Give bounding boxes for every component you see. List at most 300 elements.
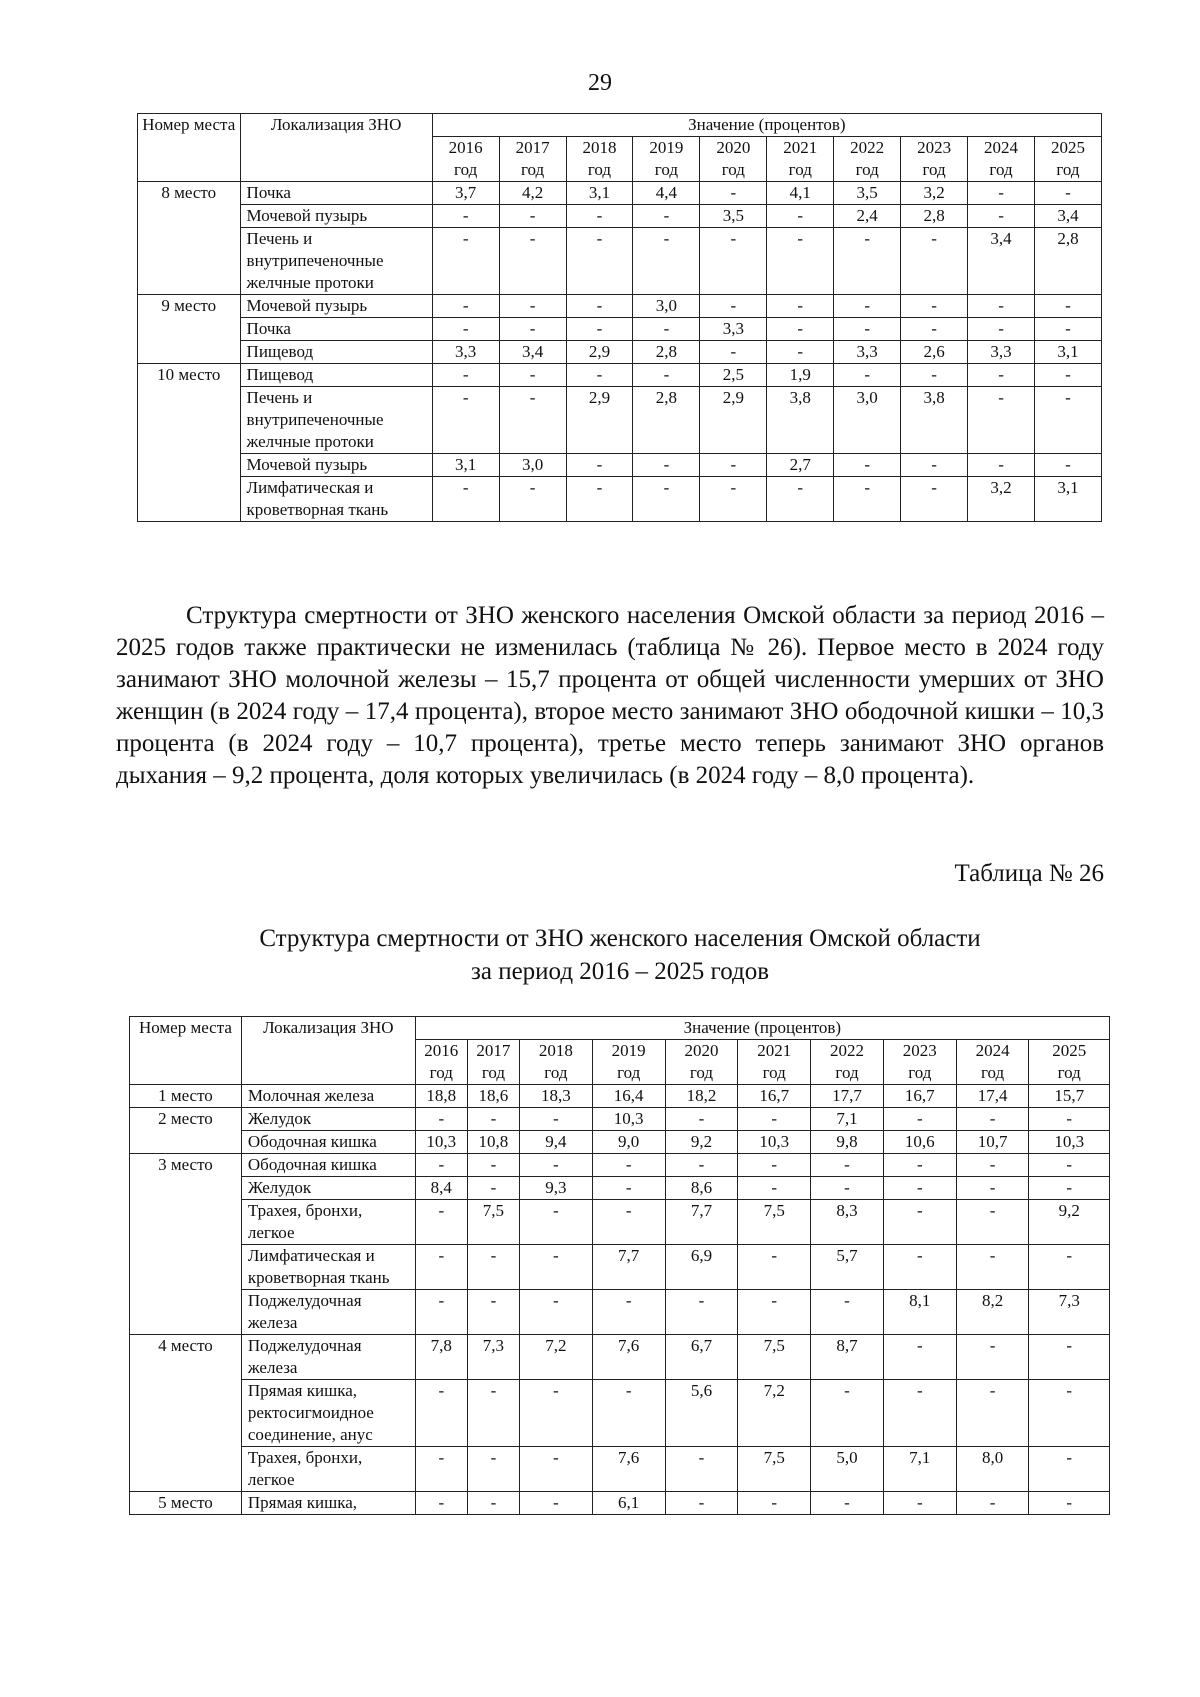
value-cell: 2,4 [834, 205, 901, 228]
value-cell: - [968, 364, 1035, 387]
value-cell: - [834, 454, 901, 477]
value-cell: - [415, 1200, 467, 1245]
body-paragraph: Структура смертности от ЗНО женского населения Омской области за период 2016 – 2025 годов также практически не изменилась (таблица № 26). Первое место в 2024 году занимают ЗНО молочной железы – 15,7 процента от общей численности умерших от ЗНО женщин (в 2024 году – 17,4 процента), второе место занимают ЗНО ободочной кишки – 10,3 процента (в 2024 году – 10,7 процента), третье место теперь занимают ЗНО органов дыхания – 9,2 процента, доля которых увеличилась (в 2024 году – 8,0 процента). [116, 602, 1104, 789]
value-cell: 18,6 [467, 1085, 519, 1108]
value-cell: - [633, 364, 700, 387]
value-cell: - [700, 228, 767, 295]
place-cell: 2 место [130, 1108, 242, 1154]
value-cell: - [738, 1154, 811, 1177]
value-cell: - [1034, 364, 1101, 387]
year-unit: год [855, 160, 879, 179]
value-cell: 3,0 [834, 387, 901, 454]
table-row [130, 1108, 1110, 1131]
value-cell: 3,3 [834, 341, 901, 364]
localization-cell: Мочевой пузырь [240, 295, 432, 318]
value-cell: - [633, 228, 700, 295]
value-cell: - [767, 318, 834, 341]
header-localization: Локализация ЗНО [241, 1017, 415, 1085]
value-cell: - [415, 1245, 467, 1290]
year-number: 2018 [582, 138, 617, 157]
value-cell: - [499, 228, 566, 295]
year-number: 2018 [538, 1041, 573, 1060]
year-number: 2020 [716, 138, 751, 157]
value-cell: - [811, 1492, 884, 1515]
value-cell: - [415, 1492, 467, 1515]
value-cell: - [883, 1108, 956, 1131]
localization-cell: Трахея, бронхи, легкое [241, 1200, 415, 1245]
value-cell: - [415, 1447, 467, 1492]
localization-cell: Печень и внутрипеченочные желчные протоки [240, 387, 432, 454]
table-row [138, 295, 1102, 318]
value-cell: 10,3 [738, 1131, 811, 1154]
value-cell: - [883, 1335, 956, 1380]
value-cell: - [883, 1492, 956, 1515]
value-cell: - [834, 318, 901, 341]
value-cell: 18,8 [415, 1085, 467, 1108]
value-cell: - [467, 1245, 519, 1290]
table-row [130, 1085, 1110, 1108]
value-cell: - [738, 1492, 811, 1515]
value-cell: 3,5 [700, 205, 767, 228]
header-year [968, 137, 1035, 182]
year-number: 2016 [448, 138, 483, 157]
value-cell: 1,9 [767, 364, 834, 387]
table-row [138, 228, 1102, 295]
localization-cell: Мочевой пузырь [240, 454, 432, 477]
value-cell: 7,2 [520, 1335, 593, 1380]
value-cell: 3,8 [901, 387, 968, 454]
value-cell: 7,6 [592, 1335, 665, 1380]
value-cell: - [1029, 1154, 1110, 1177]
value-cell: - [432, 318, 499, 341]
value-cell: 9,8 [811, 1131, 884, 1154]
value-cell: 3,2 [901, 182, 968, 205]
value-cell: 9,2 [1029, 1200, 1110, 1245]
value-cell: 8,4 [415, 1177, 467, 1200]
table-row [138, 477, 1102, 522]
year-number: 2019 [611, 1041, 646, 1060]
localization-cell: Желудок [241, 1108, 415, 1131]
value-cell: - [520, 1154, 593, 1177]
header-year [1034, 137, 1101, 182]
localization-cell: Лимфатическая и кроветворная ткань [240, 477, 432, 522]
table-header [138, 114, 1102, 182]
value-cell: - [467, 1108, 519, 1131]
value-cell: 4,1 [767, 182, 834, 205]
value-cell: 3,2 [968, 477, 1035, 522]
table-row [138, 182, 1102, 205]
table-26 [129, 1016, 1110, 1515]
year-unit: год [520, 160, 545, 179]
year-unit: год [908, 1063, 932, 1082]
table-row [138, 364, 1102, 387]
value-cell: - [432, 387, 499, 454]
value-cell: 8,3 [811, 1200, 884, 1245]
value-cell: - [415, 1380, 467, 1447]
value-cell: - [592, 1380, 665, 1447]
value-cell: - [700, 295, 767, 318]
header-row [138, 114, 1102, 137]
header-year [956, 1040, 1029, 1085]
table-body [138, 182, 1102, 522]
year-unit: год [481, 1063, 506, 1082]
value-cell: 16,7 [883, 1085, 956, 1108]
value-cell: - [968, 318, 1035, 341]
value-cell: - [956, 1108, 1029, 1131]
value-cell: 4,2 [499, 182, 566, 205]
year-number: 2022 [830, 1041, 865, 1060]
value-cell: 6,9 [665, 1245, 738, 1290]
value-cell: - [1029, 1492, 1110, 1515]
value-cell: - [415, 1108, 467, 1131]
value-cell: - [883, 1245, 956, 1290]
value-cell: 3,5 [834, 182, 901, 205]
value-cell: 16,4 [592, 1085, 665, 1108]
value-cell: - [467, 1154, 519, 1177]
header-year [467, 1040, 519, 1085]
year-unit: год [835, 1063, 859, 1082]
year-number: 2023 [917, 138, 952, 157]
value-cell: 15,7 [1029, 1085, 1110, 1108]
localization-cell: Прямая кишка, ректосигмоидное соединение, анус [241, 1380, 415, 1447]
value-cell: - [956, 1492, 1029, 1515]
value-cell: - [467, 1492, 519, 1515]
value-cell: - [834, 228, 901, 295]
table-row [138, 341, 1102, 364]
year-number: 2020 [684, 1041, 719, 1060]
header-year [1029, 1040, 1110, 1085]
value-cell: 16,7 [738, 1085, 811, 1108]
value-cell: 9,0 [592, 1131, 665, 1154]
value-cell: - [467, 1380, 519, 1447]
header-year [767, 137, 834, 182]
value-cell: 7,2 [738, 1380, 811, 1447]
value-cell: - [1034, 182, 1101, 205]
header-year [665, 1040, 738, 1085]
value-cell: 9,3 [520, 1177, 593, 1200]
value-cell: - [767, 477, 834, 522]
year-number: 2024 [975, 1041, 1010, 1060]
value-cell: 8,2 [956, 1290, 1029, 1335]
localization-cell: Ободочная кишка [241, 1154, 415, 1177]
header-place: Номер места [138, 114, 241, 182]
value-cell: - [415, 1290, 467, 1335]
year-number: 2017 [515, 138, 550, 157]
value-cell: - [520, 1108, 593, 1131]
value-cell: 4,4 [633, 182, 700, 205]
value-cell: 7,5 [738, 1335, 811, 1380]
value-cell: - [700, 454, 767, 477]
value-cell: 7,1 [883, 1447, 956, 1492]
localization-cell: Пищевод [240, 341, 432, 364]
value-cell: 10,7 [956, 1131, 1029, 1154]
table-row [130, 1380, 1110, 1447]
table-row [130, 1154, 1110, 1177]
year-number: 2021 [783, 138, 818, 157]
value-cell: 7,1 [811, 1108, 884, 1131]
value-cell: - [592, 1290, 665, 1335]
value-cell: 17,7 [811, 1085, 884, 1108]
value-cell: 2,8 [901, 205, 968, 228]
value-cell: - [956, 1154, 1029, 1177]
year-number: 2023 [902, 1041, 937, 1060]
value-cell: - [633, 454, 700, 477]
year-unit: год [689, 1063, 714, 1082]
value-cell: 2,8 [633, 387, 700, 454]
year-unit: год [617, 1063, 641, 1082]
value-cell: 10,6 [883, 1131, 956, 1154]
value-cell: - [767, 295, 834, 318]
value-cell: - [432, 477, 499, 522]
value-cell: - [883, 1200, 956, 1245]
value-cell: - [956, 1177, 1029, 1200]
value-cell: 3,1 [1034, 341, 1101, 364]
value-cell: 2,7 [767, 454, 834, 477]
value-cell: 2,6 [901, 341, 968, 364]
value-cell: - [901, 295, 968, 318]
value-cell: - [738, 1177, 811, 1200]
value-cell: - [834, 364, 901, 387]
value-cell: 3,8 [767, 387, 834, 454]
header-year [901, 137, 968, 182]
header-year [415, 1040, 467, 1085]
value-cell: 3,0 [633, 295, 700, 318]
header-localization: Локализация ЗНО [240, 114, 432, 182]
localization-cell: Почка [240, 182, 432, 205]
value-cell: 7,6 [592, 1447, 665, 1492]
value-cell: - [665, 1492, 738, 1515]
value-cell: - [566, 318, 633, 341]
value-cell: - [432, 364, 499, 387]
localization-cell: Поджелудочная железа [241, 1290, 415, 1335]
header-year [592, 1040, 665, 1085]
localization-cell: Лимфатическая и кроветворная ткань [241, 1245, 415, 1290]
value-cell: - [738, 1245, 811, 1290]
table-title-line: за период 2016 – 2025 годов [470, 958, 769, 985]
value-cell: - [738, 1290, 811, 1335]
value-cell: 10,3 [415, 1131, 467, 1154]
localization-cell: Мочевой пузырь [240, 205, 432, 228]
value-cell: 2,5 [700, 364, 767, 387]
header-year [520, 1040, 593, 1085]
place-cell: 5 место [130, 1492, 242, 1515]
value-cell: - [467, 1290, 519, 1335]
value-cell: 7,3 [467, 1335, 519, 1380]
place-cell: 9 место [138, 295, 241, 364]
value-cell: 8,7 [811, 1335, 884, 1380]
year-unit: год [788, 160, 812, 179]
value-cell: - [665, 1290, 738, 1335]
value-cell: - [811, 1380, 884, 1447]
value-cell: - [633, 477, 700, 522]
value-cell: 5,0 [811, 1447, 884, 1492]
value-cell: - [968, 182, 1035, 205]
table-label: Таблица № 26 [954, 860, 1104, 887]
value-cell: - [811, 1154, 884, 1177]
header-year [811, 1040, 884, 1085]
value-cell: - [432, 295, 499, 318]
value-cell: 2,8 [1034, 228, 1101, 295]
value-cell: - [968, 295, 1035, 318]
value-cell: - [767, 228, 834, 295]
year-number: 2024 [984, 138, 1019, 157]
value-cell: 7,7 [665, 1200, 738, 1245]
value-cell: - [467, 1177, 519, 1200]
table-row [130, 1447, 1110, 1492]
value-cell: 8,6 [665, 1177, 738, 1200]
header-year [834, 137, 901, 182]
value-cell: 2,8 [633, 341, 700, 364]
value-cell: - [834, 477, 901, 522]
year-number: 2025 [1052, 1041, 1087, 1060]
value-cell: 3,1 [1034, 477, 1101, 522]
value-cell: - [700, 182, 767, 205]
value-cell: - [901, 477, 968, 522]
value-cell: - [520, 1245, 593, 1290]
value-cell: 8,1 [883, 1290, 956, 1335]
value-cell: - [901, 228, 968, 295]
year-number: 2025 [1050, 138, 1085, 157]
value-cell: - [432, 205, 499, 228]
header-year [633, 137, 700, 182]
table-row [130, 1335, 1110, 1380]
place-cell: 8 место [138, 182, 241, 295]
value-cell: 3,3 [700, 318, 767, 341]
place-cell: 10 место [138, 364, 241, 522]
header-value: Значение (процентов) [432, 114, 1101, 137]
localization-cell: Желудок [241, 1177, 415, 1200]
place-cell: 4 место [130, 1335, 242, 1492]
value-cell: - [499, 477, 566, 522]
value-cell: - [700, 477, 767, 522]
value-cell: 2,9 [700, 387, 767, 454]
value-cell: - [592, 1200, 665, 1245]
value-cell: - [520, 1492, 593, 1515]
value-cell: - [415, 1154, 467, 1177]
value-cell: - [665, 1154, 738, 1177]
header-year [700, 137, 767, 182]
value-cell: 7,3 [1029, 1290, 1110, 1335]
value-cell: 7,5 [738, 1447, 811, 1492]
localization-cell: Трахея, бронхи, легкое [241, 1447, 415, 1492]
value-cell: 7,5 [738, 1200, 811, 1245]
value-cell: 9,4 [520, 1131, 593, 1154]
table-row [130, 1177, 1110, 1200]
header-place: Номер места [130, 1017, 242, 1085]
table-header [130, 1017, 1110, 1085]
year-unit: год [1056, 160, 1080, 179]
value-cell: - [566, 454, 633, 477]
value-cell: 18,3 [520, 1085, 593, 1108]
year-unit: год [587, 160, 612, 179]
value-cell: - [1034, 454, 1101, 477]
value-cell: 10,3 [1029, 1131, 1110, 1154]
value-cell: 3,4 [968, 228, 1035, 295]
value-cell: - [901, 318, 968, 341]
value-cell: 17,4 [956, 1085, 1029, 1108]
year-unit: год [762, 1063, 786, 1082]
value-cell: - [811, 1290, 884, 1335]
year-number: 2021 [757, 1041, 792, 1060]
value-cell: - [968, 387, 1035, 454]
localization-cell: Пищевод [240, 364, 432, 387]
table-25-continued [137, 113, 1102, 522]
value-cell: - [432, 228, 499, 295]
header-row [130, 1017, 1110, 1040]
value-cell: - [956, 1380, 1029, 1447]
value-cell: - [1034, 318, 1101, 341]
value-cell: 3,3 [432, 341, 499, 364]
value-cell: 3,1 [566, 182, 633, 205]
value-cell: 7,7 [592, 1245, 665, 1290]
value-cell: - [901, 454, 968, 477]
value-cell: 7,5 [467, 1200, 519, 1245]
table-title-line: Структура смертности от ЗНО женского населения Омской области [259, 925, 981, 952]
table-row [130, 1492, 1110, 1515]
value-cell: 6,7 [665, 1335, 738, 1380]
value-cell: - [566, 364, 633, 387]
value-cell: - [767, 205, 834, 228]
value-cell: 9,2 [665, 1131, 738, 1154]
year-unit: год [454, 160, 478, 179]
value-cell: - [520, 1380, 593, 1447]
value-cell: - [499, 295, 566, 318]
localization-cell: Поджелудочная железа [241, 1335, 415, 1380]
header-year [883, 1040, 956, 1085]
value-cell: 18,2 [665, 1085, 738, 1108]
value-cell: 7,8 [415, 1335, 467, 1380]
header-year [738, 1040, 811, 1085]
localization-cell: Печень и внутрипеченочные желчные протоки [240, 228, 432, 295]
year-number: 2016 [424, 1041, 459, 1060]
value-cell: 8,0 [956, 1447, 1029, 1492]
place-cell: 3 место [130, 1154, 242, 1335]
value-cell: 3,0 [499, 454, 566, 477]
value-cell: 6,1 [592, 1492, 665, 1515]
header-year [432, 137, 499, 182]
table-row [138, 205, 1102, 228]
value-cell: 5,6 [665, 1380, 738, 1447]
localization-cell: Ободочная кишка [241, 1131, 415, 1154]
year-unit: год [544, 1063, 568, 1082]
value-cell: - [592, 1177, 665, 1200]
value-cell: - [592, 1154, 665, 1177]
header-value: Значение (процентов) [415, 1017, 1109, 1040]
year-unit: год [1057, 1063, 1081, 1082]
value-cell: - [665, 1108, 738, 1131]
value-cell: - [633, 205, 700, 228]
value-cell: - [811, 1177, 884, 1200]
year-unit: год [989, 160, 1013, 179]
value-cell: - [1029, 1245, 1110, 1290]
value-cell: - [566, 228, 633, 295]
value-cell: - [834, 295, 901, 318]
table-row [130, 1131, 1110, 1154]
value-cell: - [566, 477, 633, 522]
table-row [138, 318, 1102, 341]
value-cell: - [1029, 1447, 1110, 1492]
header-year [499, 137, 566, 182]
value-cell: - [1034, 387, 1101, 454]
value-cell: 3,4 [499, 341, 566, 364]
value-cell: - [520, 1290, 593, 1335]
value-cell: 3,4 [1034, 205, 1101, 228]
value-cell: - [968, 454, 1035, 477]
localization-cell: Молочная железа [241, 1085, 415, 1108]
table-body [130, 1085, 1110, 1515]
value-cell: 3,7 [432, 182, 499, 205]
year-unit: год [980, 1063, 1005, 1082]
